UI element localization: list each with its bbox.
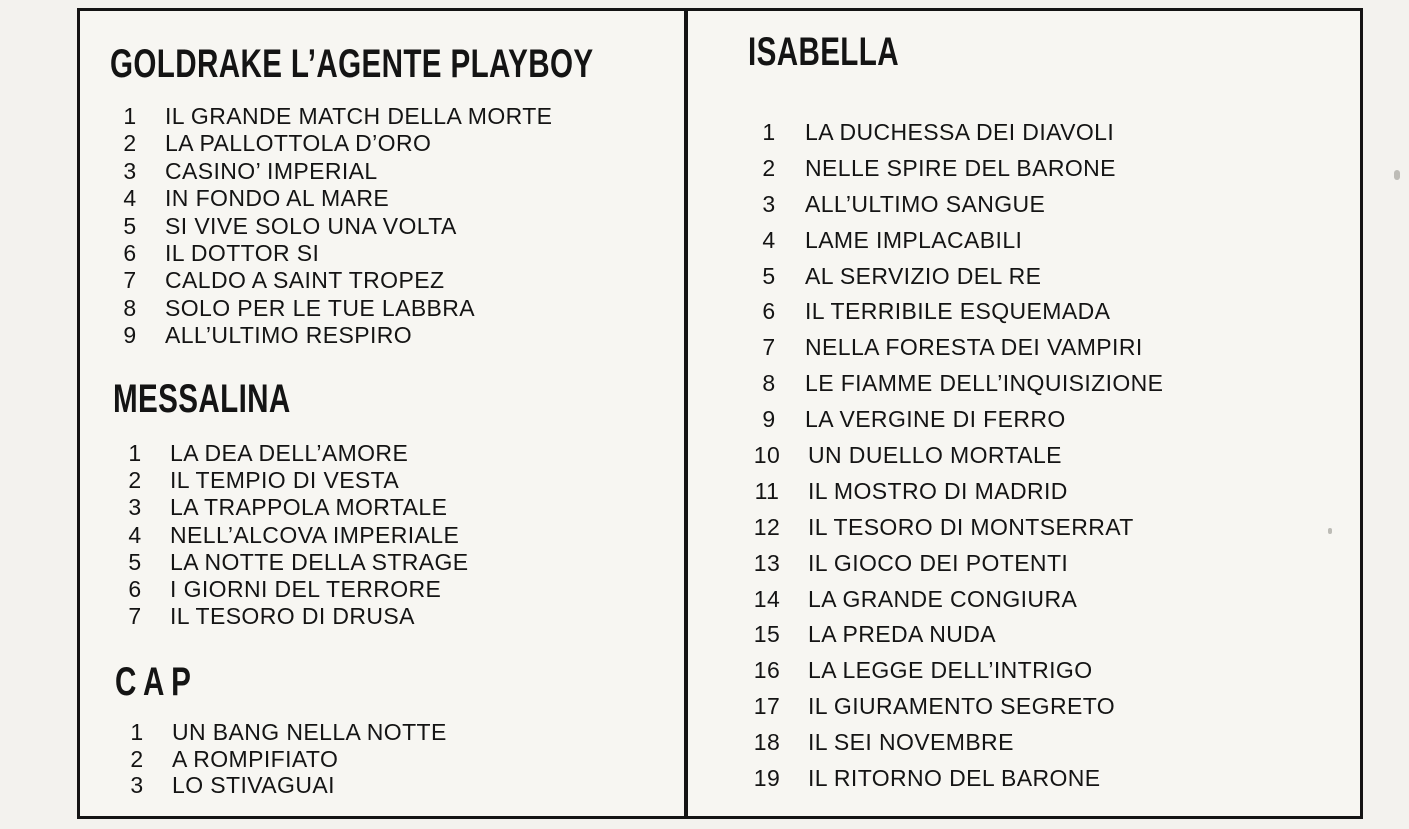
episode-number: 3 [128, 494, 142, 521]
episode-number: 8 [762, 370, 776, 397]
episode-number: 1 [128, 440, 142, 466]
episode-title: AL SERVIZIO DEL RE [805, 262, 1042, 289]
episode-number: 9 [123, 322, 137, 349]
episode-number: 2 [128, 467, 142, 494]
episode-title: IL TESORO DI DRUSA [170, 603, 415, 630]
episode-number: 4 [762, 226, 776, 253]
episode-number: 11 [754, 477, 780, 504]
episode-title: IL TERRIBILE ESQUEMADA [805, 298, 1111, 325]
episode-title: IL GIURAMENTO SEGRETO [808, 693, 1116, 720]
episode-title: LA LEGGE DELL’INTRIGO [808, 657, 1093, 684]
episode-number: 5 [123, 212, 137, 239]
paper-speck [1328, 528, 1332, 534]
episode-number: 2 [123, 130, 137, 157]
episode-number: 5 [762, 262, 776, 289]
column-divider [684, 10, 688, 816]
episode-number: 14 [753, 585, 781, 612]
episode-number: 7 [762, 334, 776, 361]
paper-speck [1394, 170, 1400, 180]
episode-title: IL DOTTOR SI [165, 239, 320, 266]
episode-title: IL MOSTRO DI MADRID [808, 477, 1068, 504]
episode-title: SI VIVE SOLO UNA VOLTA [165, 212, 457, 239]
episode-title: CALDO A SAINT TROPEZ [165, 267, 445, 294]
episode-title: I GIORNI DEL TERRORE [170, 575, 442, 602]
episode-number: 1 [123, 103, 137, 129]
episode-number: 7 [123, 267, 137, 294]
episode-title: LA VERGINE DI FERRO [805, 406, 1066, 433]
episode-number: 3 [130, 772, 144, 798]
episode-number: 4 [128, 521, 142, 548]
episode-title: UN DUELLO MORTALE [808, 442, 1062, 469]
episode-title: IL TEMPIO DI VESTA [170, 467, 400, 494]
episode-title: IN FONDO AL MARE [165, 185, 390, 212]
episode-number: 5 [128, 548, 142, 575]
episode-number: 1 [762, 119, 776, 145]
episode-title: LA NOTTE DELLA STRAGE [170, 548, 469, 575]
episode-number: 2 [130, 745, 144, 772]
episode-number: 6 [128, 575, 142, 602]
episode-number: 7 [128, 603, 142, 630]
episode-number: 15 [753, 621, 781, 648]
episode-title: NELLA FORESTA DEI VAMPIRI [805, 334, 1143, 361]
episode-title: LE FIAMME DELL’INQUISIZIONE [805, 370, 1164, 397]
episode-title: LA PREDA NUDA [808, 621, 996, 648]
episode-title: ALL’ULTIMO RESPIRO [165, 322, 413, 349]
episode-title: LA GRANDE CONGIURA [808, 585, 1078, 612]
episode-title: LAME IMPLACABILI [805, 226, 1023, 253]
episode-title: IL RITORNO DEL BARONE [808, 765, 1101, 792]
episode-title: IL GRANDE MATCH DELLA MORTE [165, 103, 553, 129]
episode-title: NELLE SPIRE DEL BARONE [805, 154, 1116, 181]
section-title-cap: CAP [115, 660, 198, 704]
episode-number: 1 [130, 719, 144, 745]
episode-title: LA TRAPPOLA MORTALE [170, 494, 448, 521]
episode-title: LA DEA DELL’AMORE [170, 440, 409, 466]
episode-number: 13 [753, 549, 781, 576]
section-title-goldrake: GOLDRAKE L’AGENTE PLAYBOY [110, 42, 594, 86]
episode-number: 3 [123, 157, 137, 184]
episode-title: LO STIVAGUAI [172, 772, 335, 798]
episode-number: 2 [762, 154, 776, 181]
episode-number: 3 [762, 190, 776, 217]
episode-title: SOLO PER LE TUE LABBRA [165, 294, 476, 321]
episode-number: 6 [762, 298, 776, 325]
section-title-isabella: ISABELLA [748, 30, 899, 74]
episode-title: A ROMPIFIATO [172, 745, 339, 772]
episode-number: 8 [123, 294, 137, 321]
episode-title: LA DUCHESSA DEI DIAVOLI [805, 119, 1115, 145]
episode-number: 18 [753, 729, 781, 756]
episode-number: 16 [753, 657, 781, 684]
episode-title: ALL’ULTIMO SANGUE [805, 190, 1046, 217]
episode-title: NELL’ALCOVA IMPERIALE [170, 521, 460, 548]
episode-title: IL SEI NOVEMBRE [808, 729, 1014, 756]
episode-number: 19 [753, 765, 781, 792]
episode-title: LA PALLOTTOLA D’ORO [165, 130, 432, 157]
episode-title: IL GIOCO DEI POTENTI [808, 549, 1069, 576]
episode-number: 6 [123, 239, 137, 266]
episode-number: 10 [753, 442, 781, 469]
episode-number: 4 [123, 185, 137, 212]
episode-number: 17 [753, 693, 781, 720]
section-title-messalina: MESSALINA [113, 377, 291, 421]
episode-title: IL TESORO DI MONTSERRAT [808, 513, 1134, 540]
episode-number: 12 [753, 513, 781, 540]
episode-title: UN BANG NELLA NOTTE [172, 719, 447, 745]
episode-title: CASINO’ IMPERIAL [165, 157, 378, 184]
episode-number: 9 [762, 406, 776, 433]
